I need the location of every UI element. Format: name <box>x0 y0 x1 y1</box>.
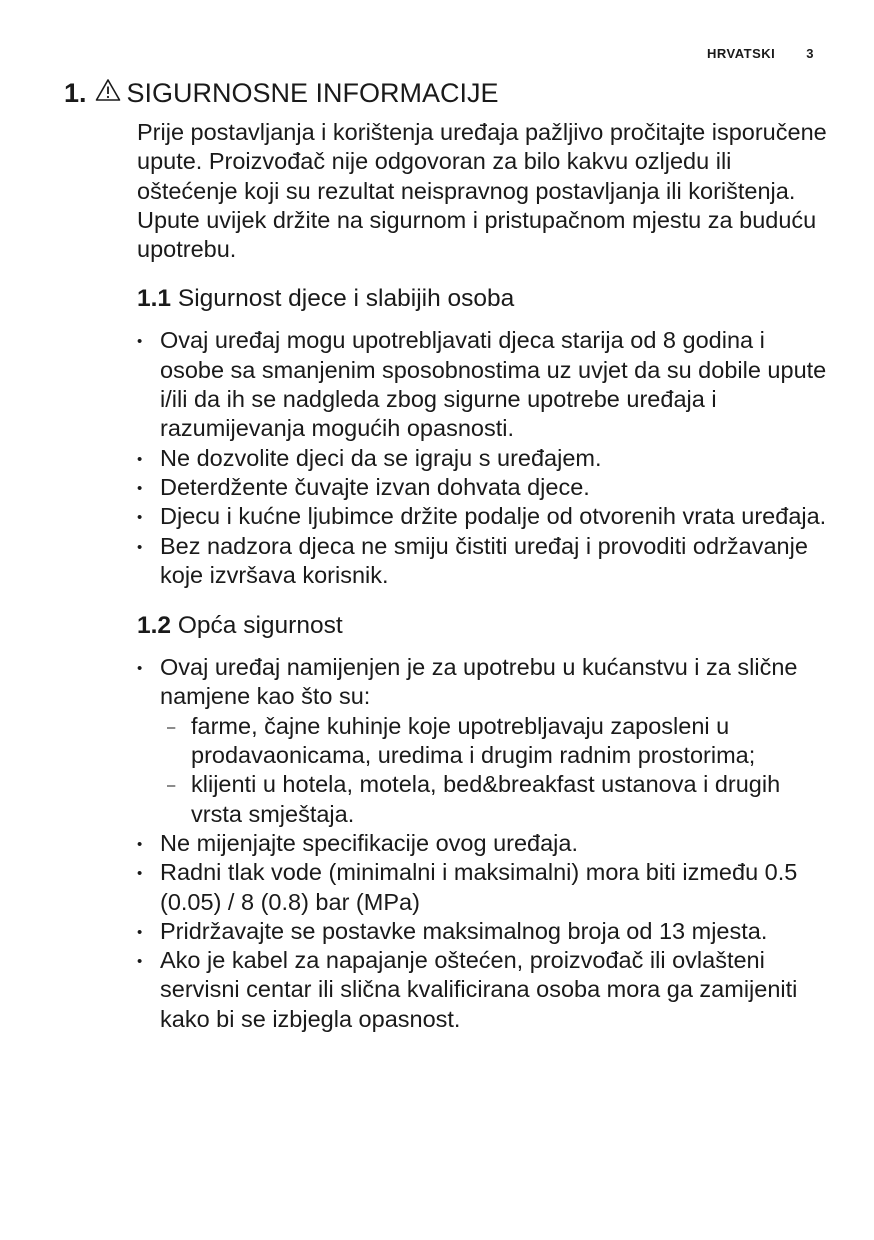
subsection-number: 1.2 <box>137 612 172 640</box>
content-body <box>137 118 827 1034</box>
list-item: • Djecu i kućne ljubimce držite podalje od otvorenih vrata uređaja. <box>137 502 827 531</box>
bullet-list <box>137 653 827 1034</box>
intro-paragraph: Prije postavljanja i korištenja uređaja pažljivo pročitajte isporučene upute. Proizvođač nije odgovoran za bilo kakvu ozljedu ili oštećenje koji su rezultat neispravnog postavljanja ili korištenja. Upute uvijek držite na sigurnom i pristupačnom mjestu za buduću upotrebu. <box>137 119 827 263</box>
sub-list-item: – farme, čajne kuhinje koje upotrebljavaju zaposleni u prodavaonicama, uredima i drugim radnim prostorima; <box>160 712 827 771</box>
subsection-heading-2 <box>137 610 827 642</box>
section-title: SIGURNOSNE INFORMACIJE <box>126 78 499 108</box>
list-item <box>137 653 827 829</box>
subsection-title: Sigurnost djece i slabijih osoba <box>177 285 515 313</box>
list-item: • Ne mijenjajte specifikacije ovog uređaja. <box>137 829 827 858</box>
page-number: 3 <box>806 46 814 61</box>
list-item: • Pridržavajte se postavke maksimalnog broja od 13 mjesta. <box>137 917 827 946</box>
subsection-title: Opća sigurnost <box>177 612 343 640</box>
bullet-list <box>137 326 827 590</box>
list-item: • Radni tlak vode (minimalni i maksimalni) mora biti između 0.5 (0.05) / 8 (0.8) bar (MPa) <box>137 858 827 917</box>
list-item: • Ako je kabel za napajanje oštećen, proizvođač ili ovlašteni servisni centar ili slična kvalificirana osoba mora ga zamijeniti kako bi se izbjegla opasnost. <box>137 946 827 1034</box>
language-label: HRVATSKI <box>706 46 776 61</box>
section-heading <box>64 75 499 111</box>
section-number: 1. <box>64 78 87 108</box>
subsection-heading-1 <box>137 283 827 315</box>
list-item: • Ovaj uređaj mogu upotrebljavati djeca starija od 8 godina i osobe sa smanjenim sposobnostima uz uvjet da su dobile upute i/ili da ih se nadgleda zbog sigurne upotrebe uređaja i razumijevanja mogućih opasnosti. <box>137 326 827 443</box>
subsection-number: 1.1 <box>137 285 172 313</box>
page-header <box>707 46 814 61</box>
sub-list-item: – klijenti u hotela, motela, bed&breakfast ustanova i drugih vrsta smještaja. <box>160 770 827 829</box>
warning-triangle-icon <box>95 75 127 111</box>
list-item: • Bez nadzora djeca ne smiju čistiti uređaj i provoditi održavanje koje izvršava korisnik. <box>137 532 827 591</box>
list-item: • Deterdžente čuvajte izvan dohvata djece. <box>137 473 827 502</box>
sub-list <box>160 712 827 829</box>
list-item: • Ne dozvolite djeci da se igraju s uređajem. <box>137 444 827 473</box>
list-item-text: Ovaj uređaj namijenjen je za upotrebu u kućanstvu i za slične namjene kao što su: <box>160 654 798 710</box>
